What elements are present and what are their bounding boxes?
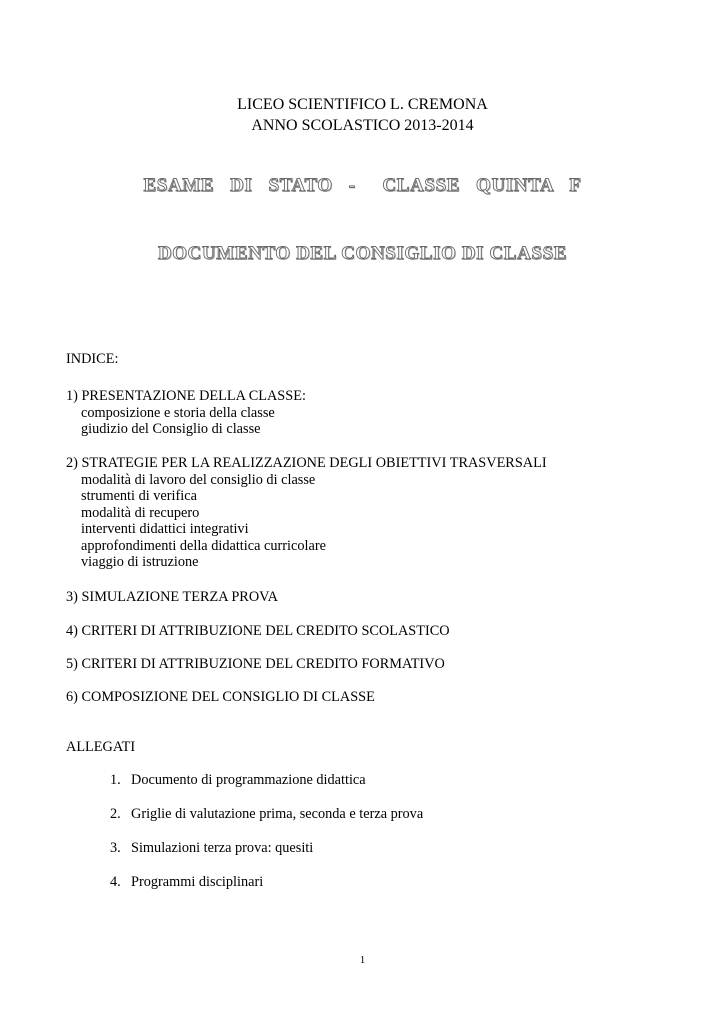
school-year: ANNO SCOLASTICO 2013-2014 [251, 117, 474, 134]
section-5-title: 5) CRITERI DI ATTRIBUZIONE DEL CREDITO FORMATIVO [66, 656, 445, 672]
exam-title: ESAME DI STATO - CLASSE QUINTA F [143, 175, 582, 196]
allegati-item-number: 4. [110, 874, 121, 890]
allegati-item-number: 1. [110, 772, 121, 788]
allegati-item-text: Griglie di valutazione prima, seconda e terza prova [131, 806, 424, 822]
school-name: LICEO SCIENTIFICO L. CREMONA [237, 96, 488, 113]
section-3-title: 3) SIMULAZIONE TERZA PROVA [66, 589, 278, 605]
allegati-item-text: Programmi disciplinari [131, 874, 264, 890]
section-2-item: approfondimenti della didattica curricolare [81, 538, 326, 554]
allegati-item-number: 2. [110, 806, 121, 822]
document-title: DOCUMENTO DEL CONSIGLIO DI CLASSE [157, 243, 568, 264]
section-2-title: 2) STRATEGIE PER LA REALIZZAZIONE DEGLI OBIETTIVI TRASVERSALI [66, 455, 547, 471]
allegati-item-text: Simulazioni terza prova: quesiti [131, 840, 314, 856]
section-2-item: strumenti di verifica [81, 488, 197, 504]
section-1-item: composizione e storia della classe [81, 405, 275, 421]
section-2-item: modalità di lavoro del consiglio di classe [81, 472, 316, 488]
page-number: 1 [359, 954, 366, 966]
allegati-item-text: Documento di programmazione didattica [131, 772, 366, 788]
allegati-item-number: 3. [110, 840, 121, 856]
index-heading: INDICE: [66, 351, 119, 367]
section-2-item: interventi didattici integrativi [81, 521, 249, 537]
section-6-title: 6) COMPOSIZIONE DEL CONSIGLIO DI CLASSE [66, 689, 375, 705]
allegati-heading: ALLEGATI [66, 739, 136, 755]
section-1-item: giudizio del Consiglio di classe [81, 421, 261, 437]
section-2-item: viaggio di istruzione [81, 554, 199, 570]
section-1-title: 1) PRESENTAZIONE DELLA CLASSE: [66, 388, 306, 404]
section-4-title: 4) CRITERI DI ATTRIBUZIONE DEL CREDITO SCOLASTICO [66, 623, 450, 639]
section-2-item: modalità di recupero [81, 505, 200, 521]
